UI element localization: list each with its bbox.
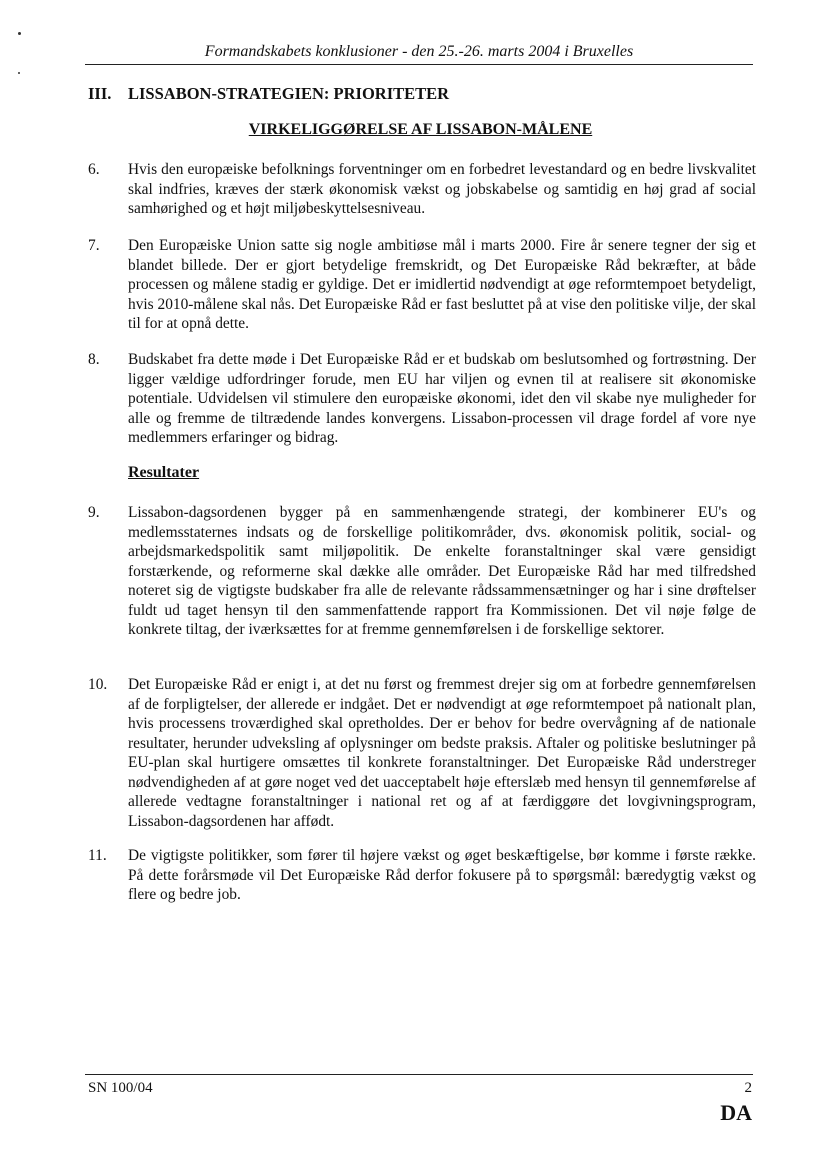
paragraph-number: 6. xyxy=(88,161,100,178)
results-heading: Resultater xyxy=(128,464,200,481)
document-reference: SN 100/04 xyxy=(88,1080,153,1096)
paragraph-number: 9. xyxy=(88,504,100,521)
paragraph-text: Hvis den europæiske befolknings forventninger om en forbedret levestandard og en bedre livskvalitet skal indfries, kræves der stærk økonomisk vækst og jobskabelse og samtidig en høj grad af social samhørighed og et højt miljøbeskyttelsesniveau. xyxy=(128,161,756,217)
paragraph-text: Den Europæiske Union satte sig nogle ambitiøse mål i marts 2000. Fire år senere tegner der sig et blandet billede. Der er gjort betydelige fremskridt, og Det Europæiske Råd bekræfter, at både processen og målene stadig er gyldige. Det er imidlertid nødvendigt at øge reformtempoet betydeligt, hvis 2010-målene skal nås. Det Europæiske Råd er fast besluttet på at vise den politiske vilje, der skal til for at opnå dette. xyxy=(128,237,756,332)
section-number: III. xyxy=(88,84,112,103)
paragraph-text: Budskabet fra dette møde i Det Europæiske Råd er et budskab om beslutsomhed og fortrøstning. Der ligger vældige udfordringer forude, men EU har viljen og evnen til at realisere sit økonomiske potentiale. Udvidelsen vil stimulere den europæiske økonomi, idet den vil skabe nye muligheder for alle og fremme de tiltrædende landes konvergens. Lissabon-processen vil drage fordel af vore nye medlemmers erfaringer og bidrag. xyxy=(128,351,756,446)
paragraph-text: De vigtigste politikker, som fører til højere vækst og øget beskæftigelse, bør komme i første række. På dette forårsmøde vil Det Europæiske Råd derfor fokusere på to spørgsmål: bæredygtig vækst og flere og bedre job. xyxy=(128,847,756,903)
paragraph-6 xyxy=(88,160,756,219)
sub-heading: VIRKELIGGØRELSE AF LISSABON-MÅLENE xyxy=(248,121,593,138)
language-code: DA xyxy=(720,1100,752,1125)
paragraph-number: 10. xyxy=(88,676,108,693)
section-title: LISSABON-STRATEGIEN: PRIORITETER xyxy=(128,84,450,103)
scan-speck xyxy=(18,32,21,35)
header-rule xyxy=(85,64,753,65)
paragraph-number: 7. xyxy=(88,237,100,254)
paragraph-8 xyxy=(88,350,756,448)
paragraph-text: Lissabon-dagsordenen bygger på en sammenhængende strategi, der kombinerer EU's og medlemsstaternes indsats og de forskellige politikområder, dvs. økonomisk politik, social- og arbejdsmarkedspolitik samt miljøpolitik. De enkelte foranstaltninger skal være gensidigt forstærkende, og reformerne skal dække alle områder. Det Europæiske Råd har med tilfredshed noteret sig de vigtigste budskaber fra alle de relevante rådssammensætninger og har i sine drøftelser fuldt ud taget hensyn til den sammenfattende rapport fra Kommissionen. Det vil nøje følge de konkrete tiltag, der iværksættes for at fremme gennemførelsen i de forskellige sektorer. xyxy=(128,504,756,638)
paragraph-text: Det Europæiske Råd er enigt i, at det nu først og fremmest drejer sig om at forbedre gennemførelsen af de forpligtelser, der allerede er indgået. Det er nødvendigt at øge reformtempoet på nationalt plan, hvis processens troværdighed skal opretholdes. Der er behov for bedre overvågning af de nationale resultater, herunder udveksling af oplysninger om bedste praksis. Aftaler og politiske beslutninger på EU-plan skal hurtigere omsættes til konkrete foranstaltninger. Det Europæiske Råd understreger nødvendigheden af at gøre noget ved det uacceptabelt høje efterslæb med hensyn til gennemførelse af allerede vedtagne foranstaltninger i national ret og af at færdiggøre det lovgivningsprogram, Lissabon-dagsordenen har affødt. xyxy=(128,676,756,830)
footer-rule xyxy=(85,1074,753,1075)
section-heading xyxy=(88,84,449,104)
page-number: 2 xyxy=(744,1080,752,1096)
paragraph-number: 11. xyxy=(88,847,107,864)
paragraph-10 xyxy=(88,675,756,831)
page-header-title: Formandskabets konklusioner - den 25.-26. marts 2004 i Bruxelles xyxy=(204,43,634,60)
paragraph-7 xyxy=(88,236,756,334)
paragraph-11 xyxy=(88,846,756,905)
paragraph-number: 8. xyxy=(88,351,100,368)
scan-speck xyxy=(18,72,20,74)
paragraph-9 xyxy=(88,503,756,640)
